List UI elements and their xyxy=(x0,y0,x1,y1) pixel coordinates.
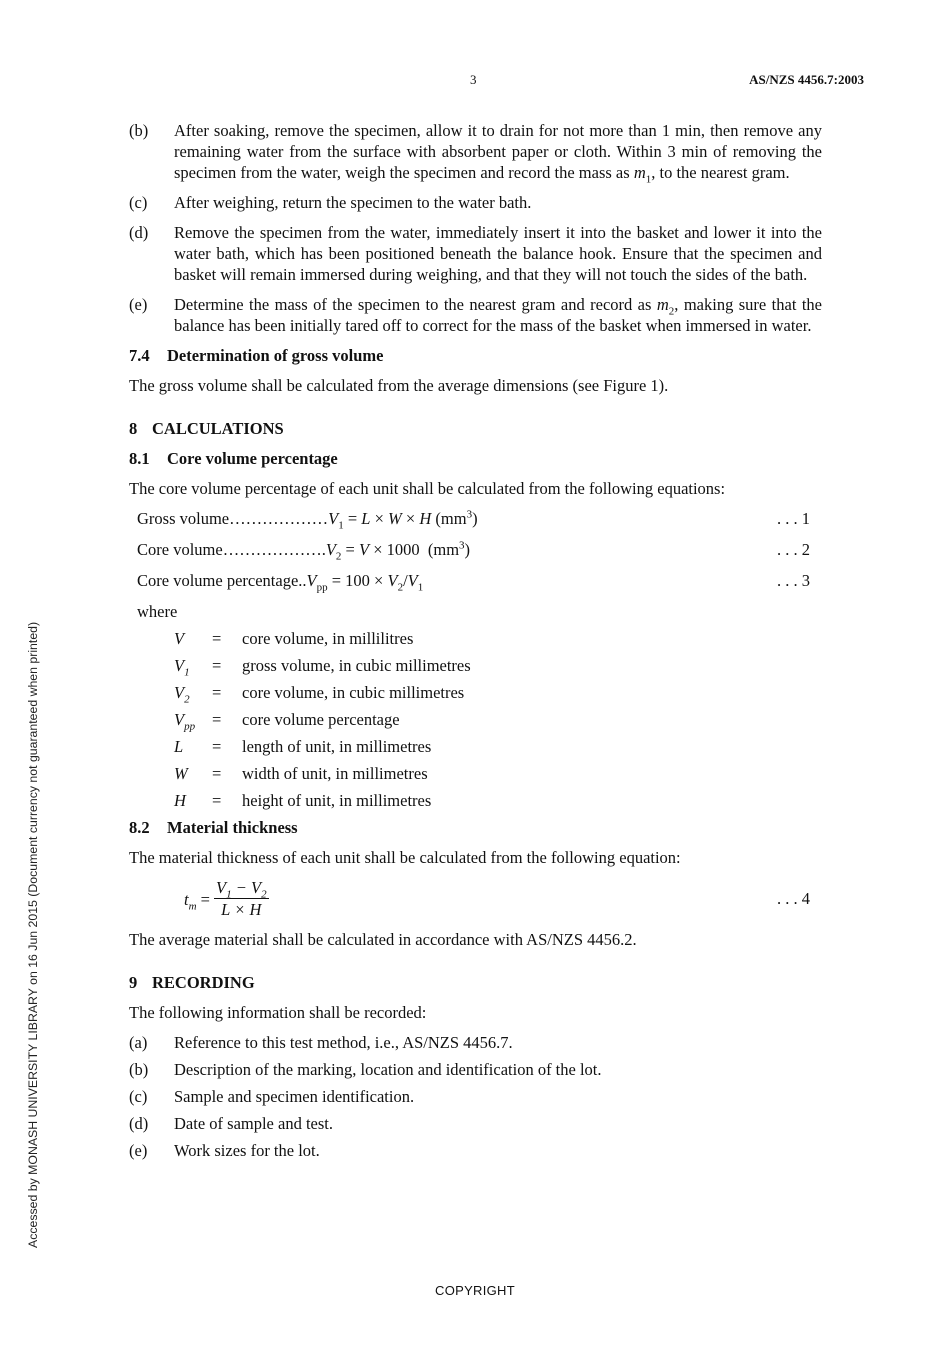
step-label: (d) xyxy=(129,223,149,242)
standard-id: AS/NZS 4456.7:2003 xyxy=(749,72,864,87)
section-8-2-after: The average material shall be calculated in accordance with AS/NZS 4456.2. xyxy=(129,930,637,949)
recording-item: (e) Work sizes for the lot. xyxy=(129,1141,320,1160)
page-number: 3 xyxy=(470,72,477,87)
document-body xyxy=(129,120,822,1167)
section-9-text: The following information shall be recorded: xyxy=(129,1003,427,1022)
section-8-2-text: The material thickness of each unit shall be calculated from the following equation: xyxy=(129,848,681,867)
equation-4 xyxy=(129,877,822,921)
section-8-2-heading: 8.2 Material thickness xyxy=(129,818,298,837)
definition-row: $V_1$ = gross volume, in cubic millimetres xyxy=(174,656,471,679)
section-7-4-heading: 7.4 Determination of gross volume xyxy=(129,346,384,365)
definition-row: H = height of unit, in millimetres xyxy=(174,791,432,810)
step-c: (c) After weighing, return the specimen to the water bath. xyxy=(129,193,532,212)
step-label: (c) xyxy=(129,193,148,212)
step-label: (b) xyxy=(129,121,149,140)
definition-row: $V_{pp}$ = core volume percentage xyxy=(174,710,400,733)
definitions-list xyxy=(174,628,822,817)
access-note: Accessed by MONASH UNIVERSITY LIBRARY on 16 Jun 2015 (Document currency not guaranteed when printed) xyxy=(26,621,40,1248)
copyright-footer: COPYRIGHT xyxy=(435,1283,515,1298)
recording-item: (d) Date of sample and test. xyxy=(129,1114,333,1133)
step-b: (b) After soaking, remove the specimen, allow it to drain for not more than 1 min, then remove any remaining water from the surface with absorbent paper or cloth. Within 3 min of removing the specimen from the water, weigh the specimen and record the mass as $m_1$, to the nearest gram. xyxy=(129,121,822,186)
recording-item: (c) Sample and specimen identification. xyxy=(129,1087,415,1106)
thickness-formula: $t_m$ = $\frac{V_1 - V_2}{L \times H}$ xyxy=(184,878,267,919)
equation-3: Core volume $percentage..V_{pp} = 100 \times V_2/V_1$ . . . 3 xyxy=(137,571,810,594)
definition-row: W = width of unit, in millimetres xyxy=(174,764,428,783)
section-9-heading: 9 RECORDING xyxy=(129,973,255,992)
where-label: where xyxy=(137,602,178,621)
section-8-heading: 8 CALCULATIONS xyxy=(129,419,284,438)
step-e: (e) Determine the mass of the specimen to the nearest gram and record as $m_2$, making sure that the balance has been initially tared off to correct for the mass of the basket when immersed in water. xyxy=(129,295,822,335)
section-8-1-heading: 8.1 Core volume percentage xyxy=(129,449,338,468)
equation-1: Gross $volume\dots\dots\dots\dots\dots\dots V_1 = L \times W \times H$ $(mm^3)$ . . . 1 xyxy=(137,508,810,532)
equation-number: . . . 4 xyxy=(777,889,810,908)
definition-row: L = length of unit, in millimetres xyxy=(174,737,432,756)
section-7-4-text: The gross volume shall be calculated from the average dimensions (see Figure 1). xyxy=(129,376,669,395)
recording-item: (a) Reference to this test method, i.e., AS/NZS 4456.7. xyxy=(129,1033,513,1052)
definition-row: $V_2$ = core volume, in cubic millimetres xyxy=(174,683,465,706)
step-d: (d) Remove the specimen from the water, immediately insert it into the basket and lower it into the water bath, which has been positioned beneath the balance hook. Ensure that the specimen and basket will remain immersed during weighing, and that they will not touch the sides of the bath. xyxy=(129,223,822,284)
equation-number: . . . 1 xyxy=(777,509,810,528)
step-label: (e) xyxy=(129,295,148,314)
equation-number: . . . 3 xyxy=(777,571,810,590)
equation-2: Core $volume\dots\dots\dots\dots\dots\dots.V_2 = V \times 1000$ $(mm^3)$ . . . 2 xyxy=(137,539,810,563)
equation-number: . . . 2 xyxy=(777,540,810,559)
section-8-1-text: The core volume percentage of each unit shall be calculated from the following equations: xyxy=(129,479,726,498)
definition-row: V = core volume, in millilitres xyxy=(174,629,414,648)
recording-item: (b) Description of the marking, location and identification of the lot. xyxy=(129,1060,602,1079)
